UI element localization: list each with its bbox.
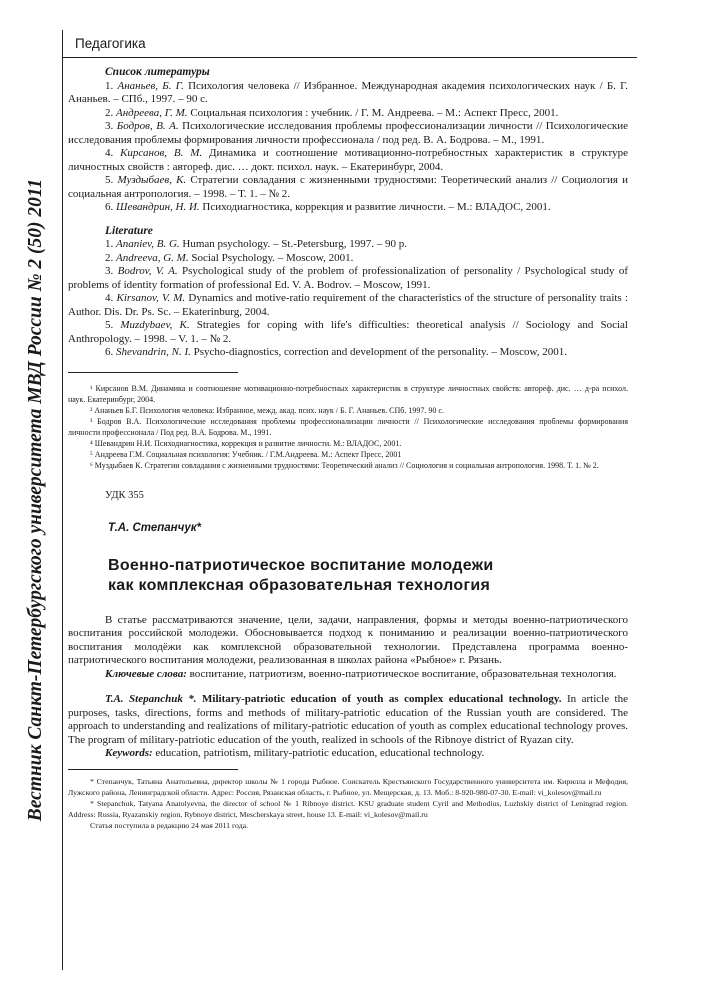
reference-author: Кирсанов, В. М. xyxy=(120,147,203,159)
keywords-en-label: Keywords: xyxy=(105,747,153,759)
reference-text: Психология человека // Избранное. Международная академия психологических наук / Б. Г. Ананьев. – СПб., 1997. – 90 с. xyxy=(68,79,628,105)
reference-item xyxy=(68,319,628,346)
reference-author: Muzdybaev, K. xyxy=(120,319,190,331)
references-ru-list xyxy=(68,80,628,215)
reference-author: Андреева, Г. М. xyxy=(116,106,188,119)
reference-author: Ананьев, Б. Г. xyxy=(117,79,184,92)
reference-number: 1. xyxy=(105,79,118,92)
references-en-heading: Literature xyxy=(105,224,153,237)
keywords-en-text: education, patriotism, military-patriotic education, educational technology. xyxy=(152,747,485,759)
journal-spine-text: Вестник Санкт-Петербургского университета МВД России № 2 (50) 2011 xyxy=(25,178,46,822)
reference-item xyxy=(68,238,628,252)
reference-item xyxy=(68,346,628,360)
reference-author: Ananiev, B. G. xyxy=(116,238,180,250)
footnote-item: ³ Бодров В.А. Психологические исследования проблемы профессионализации личности // Психологические исследования проблемы формирования личности профессионала / Под ред. В.А. Бодрова. М., 1991. xyxy=(68,416,628,437)
reference-text: Психологические исследования проблемы профессионализации личности // Психологические исследования проблемы формирования личности профессионала / под ред. В. А. Бодрова. – М., 1991. xyxy=(68,120,629,146)
abstract-ru: В статье рассматриваются значение, цели, задачи, направления, формы и методы военно-патриотического воспитания российской молодежи. Обосновывается подход к пониманию и реализации военно-патриотического воспитания молодёжи как комплексной образовательной технологии. Представлена программа военно-патриотического воспитания молодежи, реализованная в школах района «Рыбное» г. Рязань. xyxy=(68,613,628,666)
reference-number: 3. xyxy=(105,265,118,277)
keywords-ru-text: воспитание, патриотизм, военно-патриотическое воспитание, образовательная технология. xyxy=(186,667,617,680)
reference-text: Dynamics and motive-ratio requirement of the characteristics of the structure of personality traits : Author. Dis. Dr. Ps. Sc. – Ekaterinburg, 2004. xyxy=(68,292,628,318)
article-title-line-1: Военно-патриотическое воспитание молодежи xyxy=(108,556,494,574)
reference-item xyxy=(68,201,628,215)
reference-number: 1. xyxy=(105,238,116,250)
footnote-item: ² Ананьев Б.Г. Психология человека: Избранное, межд. акад. псих. наук / Б. Г. Ананьев. СПб. 1997. 90 с. xyxy=(90,405,444,415)
reference-number: 6. xyxy=(105,346,116,358)
reference-text: Social Psychology. – Moscow, 2001. xyxy=(188,251,354,264)
udk-code: УДК 355 xyxy=(105,489,144,501)
abstract-en-heading xyxy=(68,693,628,747)
article-title-line-2: как комплексная образовательная технология xyxy=(108,576,491,594)
reference-author: Муздыбаев, К. xyxy=(117,174,187,186)
section-title: Педагогика xyxy=(75,36,146,51)
reference-text: Human psychology. – St.-Petersburg, 1997. – 90 p. xyxy=(179,238,407,250)
footnote-item: ⁵ Андреева Г.М. Социальная психология: Учебник. / Г.М.Андреева. М.: Аспект Пресс, 2001 xyxy=(90,449,402,459)
reference-item xyxy=(68,80,628,107)
reference-number: 3. xyxy=(105,120,117,132)
reference-text: Психодиагностика, коррекция и развитие личности. – М.: ВЛАДОС, 2001. xyxy=(199,201,551,213)
reference-item xyxy=(68,292,628,319)
reference-item xyxy=(68,147,628,174)
footnote-item: ⁶ Муздыбаев К. Стратегии совладания с жизненными трудностями: Теоретический анализ // Социология и социальная антропология. 1998. Т. 1. № 2. xyxy=(90,460,599,470)
footnote-item: ¹ Кирсанов В.М. Динамика и соотношение мотивационно-потребностных характеристик в структуре личностных свойств: автореф. дис. … д-ра психол. наук. Екатеринбург, 2004. xyxy=(68,383,628,404)
margin-rule xyxy=(62,30,63,970)
received-date: Статья поступила в редакцию 24 мая 2011 года. xyxy=(90,820,249,830)
reference-text: Psychological study of the problem of professionalization of personality / Psychological study of problems of identity formation of professional Ed. V. A. Bodrov. – Moscow, 1991. xyxy=(68,265,629,291)
reference-author: Bodrov, V. A. xyxy=(117,265,178,277)
reference-number: 2. xyxy=(105,251,116,264)
reference-author: Kirsanov, V. M. xyxy=(116,292,186,304)
article-author: Т.А. Степанчук* xyxy=(108,522,202,534)
author-note-rule xyxy=(68,769,238,770)
reference-text: Стратегии совладания с жизненными трудностями: Теоретический анализ // Социология и социальная антропология. – 1998. – Т. 1. – № 2. xyxy=(68,174,629,200)
references-en-list xyxy=(68,238,628,360)
keywords-en xyxy=(68,747,628,761)
reference-item xyxy=(68,120,628,147)
reference-item xyxy=(68,265,628,292)
reference-text: Социальная психология : учебник. / Г. М. Андреева. – М.: Аспект Пресс, 2001. xyxy=(187,106,559,119)
reference-item xyxy=(68,252,628,266)
abstract-en: In article the purposes, tasks, directions, forms and methods of military-patriotic education of the Russian youth are considered. The approach to understanding and realizations of military-patriotic education of youth as complex educational technology proves. The program of military-patriotic education of the youth, realized in schools of the Ribnoye district of Ryazan city. xyxy=(68,693,629,746)
abstract-en-title: Military-patriotic education of youth as complex educational technology. xyxy=(196,693,562,705)
footnote-rule xyxy=(68,372,238,373)
footnotes-list xyxy=(68,383,628,471)
reference-text: Psycho-diagnostics, correction and development of the personality. – Moscow, 2001. xyxy=(190,346,568,358)
keywords-ru-label: Ключевые слова: xyxy=(105,667,187,680)
reference-item xyxy=(68,107,628,121)
reference-author: Shevandrin, N. I. xyxy=(116,346,191,358)
reference-number: 5. xyxy=(105,174,118,186)
reference-author: Бодров, В. А. xyxy=(116,120,179,132)
footnote-item: ⁴ Шевандрин Н.И. Психодиагностика, коррекция и развитие личности. М.: ВЛАДОС, 2001. xyxy=(90,438,402,448)
reference-author: Шевандрин, Н. И. xyxy=(116,201,200,213)
author-note-ru: * Степанчук, Татьяна Анатольевна, директор школы № 1 города Рыбное. Соискатель Крестьянского Государственного университета им. Кирилла и Мефодия, Лужского района, Ленинградской области. Адрес: Россия, Рязанская область, г. Рыбное, ул. Мещерская, д. 13. Моб.: 8-920-980-07-30. E-mail: vi_kolesov@mail.ru xyxy=(68,776,628,797)
reference-text: Strategies for coping with life's difficulties: theoretical analysis // Sociology and Social Anthropology. – 1998. – V. 1. – № 2. xyxy=(68,319,628,345)
abstract-en-author: T.A. Stepanchuk *. xyxy=(105,693,197,705)
header-rule xyxy=(62,57,637,58)
references-ru-heading: Список литературы xyxy=(105,66,210,78)
reference-author: Andreeva, G. M. xyxy=(116,251,189,264)
reference-text: Динамика и соотношение мотивационно-потребностных характеристик в структуре личностных свойств : автореф. дис. … докт. психол. наук. – Екатеринбург, 2004. xyxy=(68,147,628,173)
reference-number: 6. xyxy=(105,201,116,213)
page-content xyxy=(68,66,628,831)
keywords-ru xyxy=(68,668,628,682)
reference-number: 4. xyxy=(105,147,121,159)
reference-number: 4. xyxy=(105,292,117,304)
reference-item xyxy=(68,174,628,201)
reference-number: 2. xyxy=(105,106,116,119)
reference-number: 5. xyxy=(105,319,121,331)
article-title xyxy=(108,556,628,596)
author-note-en: * Stepanchuk, Tatyana Anatolyevna, the director of school № 1 Ribnoye district. KSU graduate student Cyril and Methodius, Luzhskiy district of Leningrad region. Address: Russia, Ryazanskiy region, Rybnoye district, Mescherskaya street, house 13. E-mail: vi_kolesov@mail.ru xyxy=(68,798,628,819)
